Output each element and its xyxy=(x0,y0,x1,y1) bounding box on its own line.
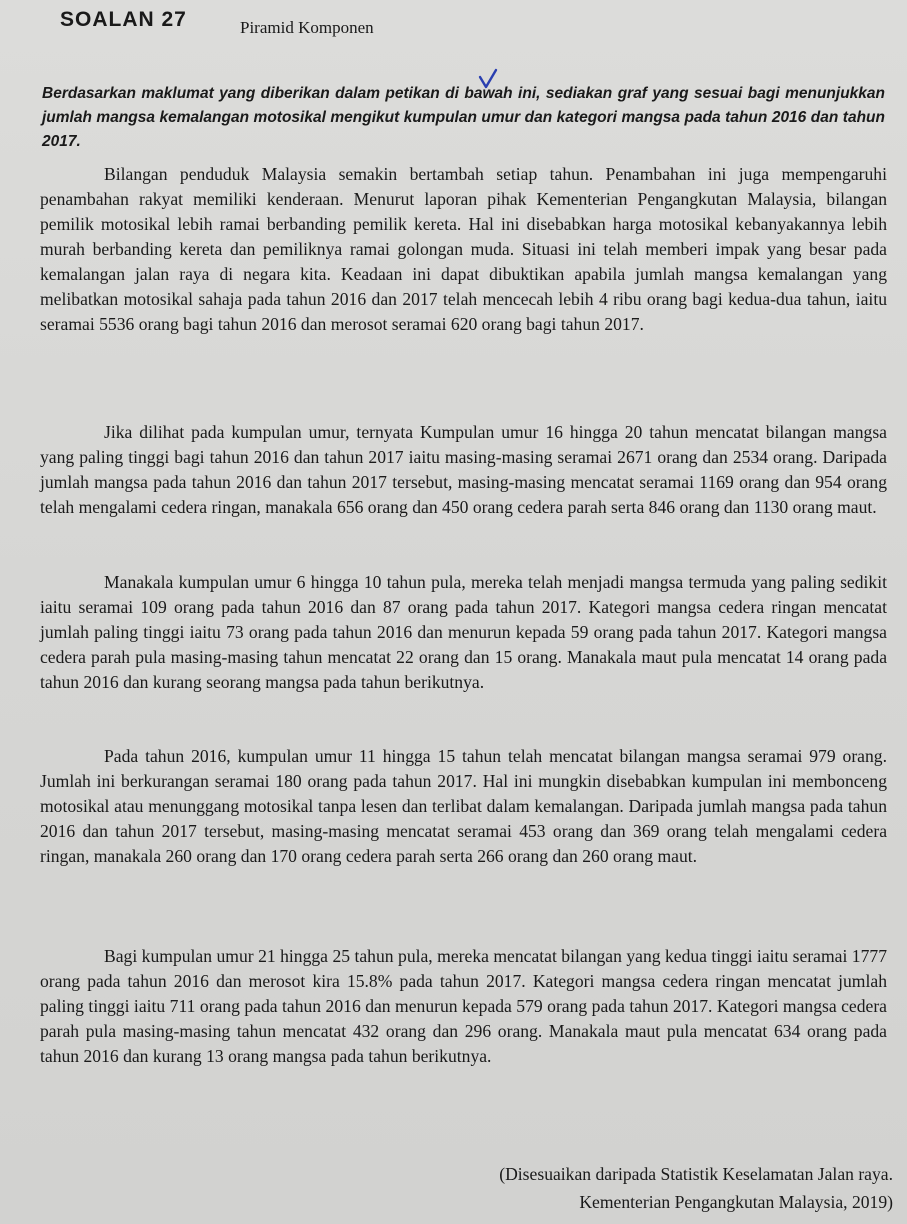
question-instruction: Berdasarkan maklumat yang diberikan dalam petikan di bawah ini, sediakan graf yang sesuai bagi menunjukkan jumlah mangsa kemalangan motosikal mengikut kumpulan umur dan kategori mangsa pada tahun 2016 dan tahun 2017. xyxy=(42,85,885,150)
paragraph-age-6-10: Manakala kumpulan umur 6 hingga 10 tahun pula, mereka telah menjadi mangsa termuda yang paling sedikit iaitu seramai 109 orang pada tahun 2016 dan 87 orang pada tahun 2017. Kategori mangsa cedera ringan mencatat jumlah paling tinggi iaitu 73 orang pada tahun 2016 dan menurun kepada 59 orang pada tahun 2017. Kategori mangsa cedera parah pula masing-masing tahun mencatat 22 orang dan 15 orang. Manakala maut pula mencatat 14 orang pada tahun 2016 dan kurang seorang mangsa pada tahun berikutnya. xyxy=(40,572,887,692)
topic-title: Piramid Komponen xyxy=(240,18,374,37)
source-line-1: (Disesuaikan daripada Statistik Keselamatan Jalan raya. xyxy=(499,1164,893,1184)
paragraph-age-21-25: Bagi kumpulan umur 21 hingga 25 tahun pula, mereka mencatat bilangan yang kedua tinggi iaitu seramai 1777 orang pada tahun 2016 dan merosot kira 15.8% pada tahun 2017. Kategori mangsa cedera ringan mencatat jumlah paling tinggi iaitu 711 orang pada tahun 2016 dan menurun kepada 579 orang pada tahun 2017. Kategori mangsa cedera parah pula masing-masing tahun mencatat 432 orang dan 296 orang. Manakala maut pula mencatat 634 orang pada tahun 2016 dan kurang 13 orang mangsa pada tahun berikutnya. xyxy=(40,946,887,1066)
paragraph-intro: Bilangan penduduk Malaysia semakin bertambah setiap tahun. Penambahan ini juga mempengaruhi penambahan rakyat memiliki kenderaan. Menurut laporan pihak Kementerian Pengangkutan Malaysia, bilangan pemilik motosikal lebih ramai berbanding pemilik kereta. Hal ini disebabkan harga motosikal kebanyakannya lebih murah berbanding kereta dan pemiliknya ramai golongan muda. Situasi ini telah memberi impak yang besar pada kemalangan jalan raya di negara kita. Keadaan ini dapat dibuktikan apabila jumlah mangsa kemalangan yang melibatkan motosikal sahaja pada tahun 2016 dan 2017 telah mencecah lebih 4 ribu orang bagi kedua-dua tahun, iaitu seramai 5536 orang bagi tahun 2016 dan merosot seramai 620 orang bagi tahun 2017. xyxy=(40,164,887,334)
source-citation xyxy=(499,1160,893,1216)
question-number: SOALAN 27 xyxy=(60,8,187,31)
paragraph-age-16-20: Jika dilihat pada kumpulan umur, ternyata Kumpulan umur 16 hingga 20 tahun mencatat bilangan mangsa yang paling tinggi bagi tahun 2016 dan tahun 2017 iaitu masing-masing seramai 2671 orang dan 2534 orang. Daripada jumlah mangsa pada tahun 2016 dan tahun 2017 tersebut, masing-masing mencatat seramai 1169 orang dan 954 orang telah mengalami cedera ringan, manakala 656 orang dan 450 orang cedera parah serta 846 orang dan 1130 orang maut. xyxy=(40,422,887,517)
source-line-2: Kementerian Pengangkutan Malaysia, 2019) xyxy=(579,1192,893,1212)
paragraph-age-11-15: Pada tahun 2016, kumpulan umur 11 hingga 15 tahun telah mencatat bilangan mangsa seramai 979 orang. Jumlah ini berkurangan seramai 180 orang pada tahun 2017. Hal ini mungkin disebabkan kumpulan ini membonceng motosikal atau menunggang motosikal tanpa lesen dan terlibat dalam kemalangan. Daripada jumlah mangsa pada tahun 2016 dan tahun 2017 tersebut, masing-masing mencatat seramai 453 orang dan 369 orang telah mengalami cedera ringan, manakala 260 orang dan 170 orang cedera parah serta 266 orang dan 260 orang maut. xyxy=(40,746,887,866)
question-header xyxy=(60,6,887,40)
